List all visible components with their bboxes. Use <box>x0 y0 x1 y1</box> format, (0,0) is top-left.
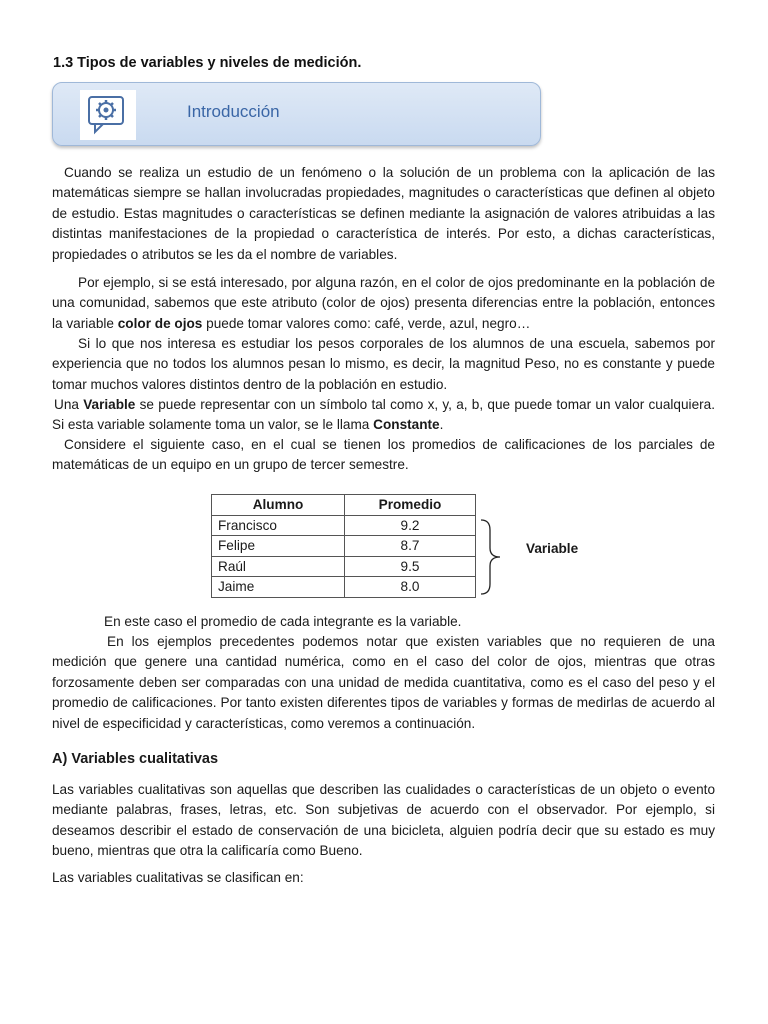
table-row <box>212 536 476 557</box>
intro-banner <box>52 82 541 146</box>
table-row <box>212 577 476 598</box>
cell-promedio: 9.5 <box>345 556 476 577</box>
column-header: Promedio <box>345 495 476 516</box>
cell-promedio: 9.2 <box>345 515 476 536</box>
grades-table <box>211 494 476 598</box>
paragraph-variable-definition <box>52 395 715 436</box>
paragraph-intro: Cuando se realiza un estudio de un fenómeno o la solución de un problema con la aplicación de las matemáticas siempre se hallan involucradas propiedades, magnitudes o características que definen al objeto de estudio. Estas magnitudes o características se definen mediante la asignación de valores atribuidas a las distintas manifestaciones de la propiedad o característica de interés. Por esto, a dichas características, propiedades o atributos se les da el nombre de variables. <box>52 165 715 262</box>
text-run: puede tomar valores como: café, verde, azul, negro… <box>202 315 531 331</box>
table-header-row <box>212 495 476 516</box>
table-row <box>212 515 476 536</box>
paragraph-case: Considere el siguiente caso, en el cual se tienen los promedios de calificaciones de los parciales de matemáticas de un equipo en un grupo de tercer semestre. <box>52 437 715 473</box>
cell-alumno: Francisco <box>212 515 345 536</box>
banner-title: Introducción <box>187 102 280 121</box>
banner-icon-box <box>80 90 136 140</box>
paragraph-example-weight: Si lo que nos interesa es estudiar los pesos corporales de los alumnos de una escuela, sabemos por experiencia que no todos los alumnos pesan lo mismo, es decir, la magnitud Peso, no es constante y puede tomar muchos valores distintos dentro de la población en estudio. <box>52 336 715 392</box>
text-run: Una <box>54 397 84 412</box>
section-heading: 1.3 Tipos de variables y niveles de medición. <box>53 55 362 71</box>
bold-term: Variable <box>83 397 136 412</box>
cell-promedio: 8.7 <box>345 536 476 557</box>
paragraph-classification: Las variables cualitativas se clasifican en: <box>52 870 304 885</box>
gear-chat-icon <box>86 94 130 136</box>
text-run: Por ejemplo, si se está interesado, por alguna razón, en el color de ojos predominante en la población de una comunidad, sabemos que este atributo (color de ojos) presenta diferencias entre la población, entonces la variable <box>52 275 715 331</box>
text-run: se puede representar con un símbolo tal como x, y, a, b, que puede tomar un valor cualquiera. Si esta variable solamente toma un valor, se le llama <box>52 397 715 433</box>
bold-term: color de ojos <box>117 315 203 331</box>
curly-brace-icon <box>478 518 508 596</box>
paragraph-case-note: En este caso el promedio de cada integrante es la variable. <box>104 614 462 629</box>
subsection-heading: A) Variables cualitativas <box>52 751 219 767</box>
paragraph-precedents: En los ejemplos precedentes podemos notar que existen variables que no requieren de una medición que genere una cantidad numérica, como en el caso del color de ojos, mientras que otras forzosamente deben ser comparadas con una unidad de medida cuantitativa, como es el caso del peso y el promedio de calificaciones. Por tanto existen diferentes tipos de variables y formas de medirlas de acuerdo al nivel de especificidad y características, como veremos a continuación. <box>52 634 715 731</box>
paragraph-qualitative: Las variables cualitativas son aquellas que describen las cualidades o características de un objeto o evento mediante palabras, frases, letras, etc. Son subjetivas de acuerdo con el observador. Por ejemplo, si deseamos describir el estado de conservación de una bicicleta, alguien podría decir que su estado es muy bueno, mientras que otra la calificaría como Bueno. <box>52 782 715 859</box>
bold-term: Constante <box>373 417 440 433</box>
text-run: . <box>439 417 444 433</box>
cell-alumno: Felipe <box>212 536 345 557</box>
table-row <box>212 556 476 577</box>
cell-alumno: Raúl <box>212 556 345 577</box>
cell-alumno: Jaime <box>212 577 345 598</box>
variable-label: Variable <box>526 541 579 556</box>
column-header: Alumno <box>212 495 345 516</box>
cell-promedio: 8.0 <box>345 577 476 598</box>
paragraph-example-eyes <box>52 273 715 334</box>
